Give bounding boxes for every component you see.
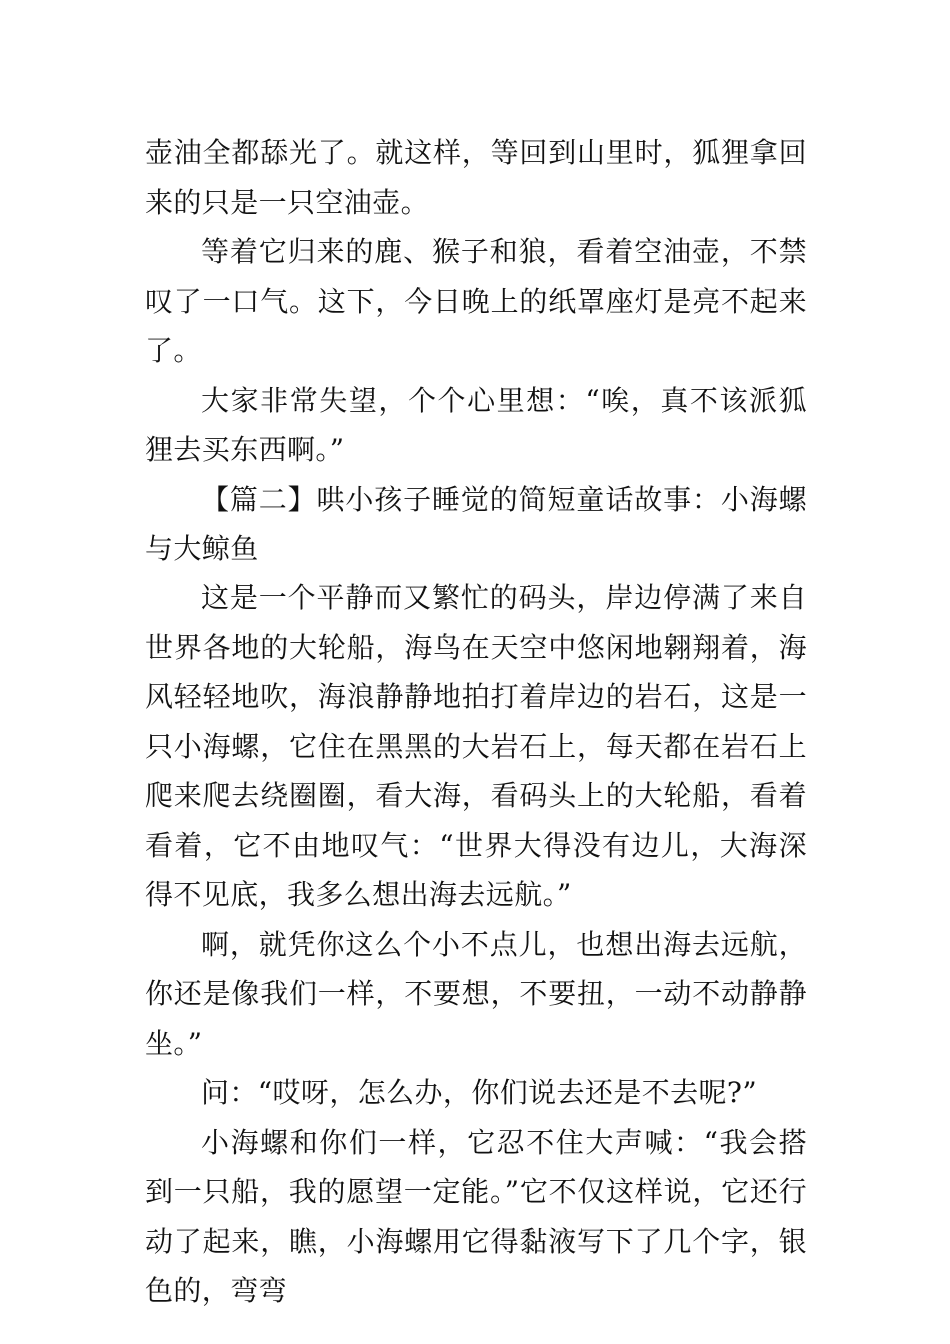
paragraph: 小海螺和你们一样，它忍不住大声喊：“我会搭到一只船，我的愿望一定能。”它不仅这样说，它还行动了起来，瞧，小海螺用它得黏液写下了几个字，银色的，弯弯 xyxy=(145,1125,807,1307)
paragraph: 等着它归来的鹿、猴子和狼，看着空油壶，不禁叹了一口气。这下，今日晚上的纸罩座灯是亮不起来了。 xyxy=(145,235,807,367)
paragraph: 大家非常失望，个个心里想：“唉，真不该派狐狸去买东西啊。” xyxy=(145,383,807,466)
text-block-top xyxy=(145,128,807,574)
paragraph: 啊，就凭你这么个小不点儿，也想出海去远航，你还是像我们一样，不要想，不要扭，一动不动静静坐。” xyxy=(145,927,807,1060)
paragraph: 问：“哎呀，怎么办，你们说去还是不去呢?” xyxy=(201,1076,758,1109)
section-heading: 【篇二】哄小孩子睡觉的简短童话故事：小海螺与大鲸鱼 xyxy=(145,482,807,565)
paragraph: 这是一个平静而又繁忙的码头，岸边停满了来自世界各地的大轮船，海鸟在天空中悠闲地翱翔着，海风轻轻地吹，海浪静静地拍打着岸边的岩石，这是一只小海螺，它住在黑黑的大岩石上，每天都在岩石上爬来爬去绕圈圈，看大海，看码头上的大轮船，看着看着，它不由地叹气：“世界大得没有边儿，大海深得不见底，我多么想出海去远航。” xyxy=(145,581,807,911)
paragraph-continued: 壶油全都舔光了。就这样，等回到山里时，狐狸拿回来的只是一只空油壶。 xyxy=(145,136,807,219)
text-block-bottom xyxy=(145,573,807,1316)
